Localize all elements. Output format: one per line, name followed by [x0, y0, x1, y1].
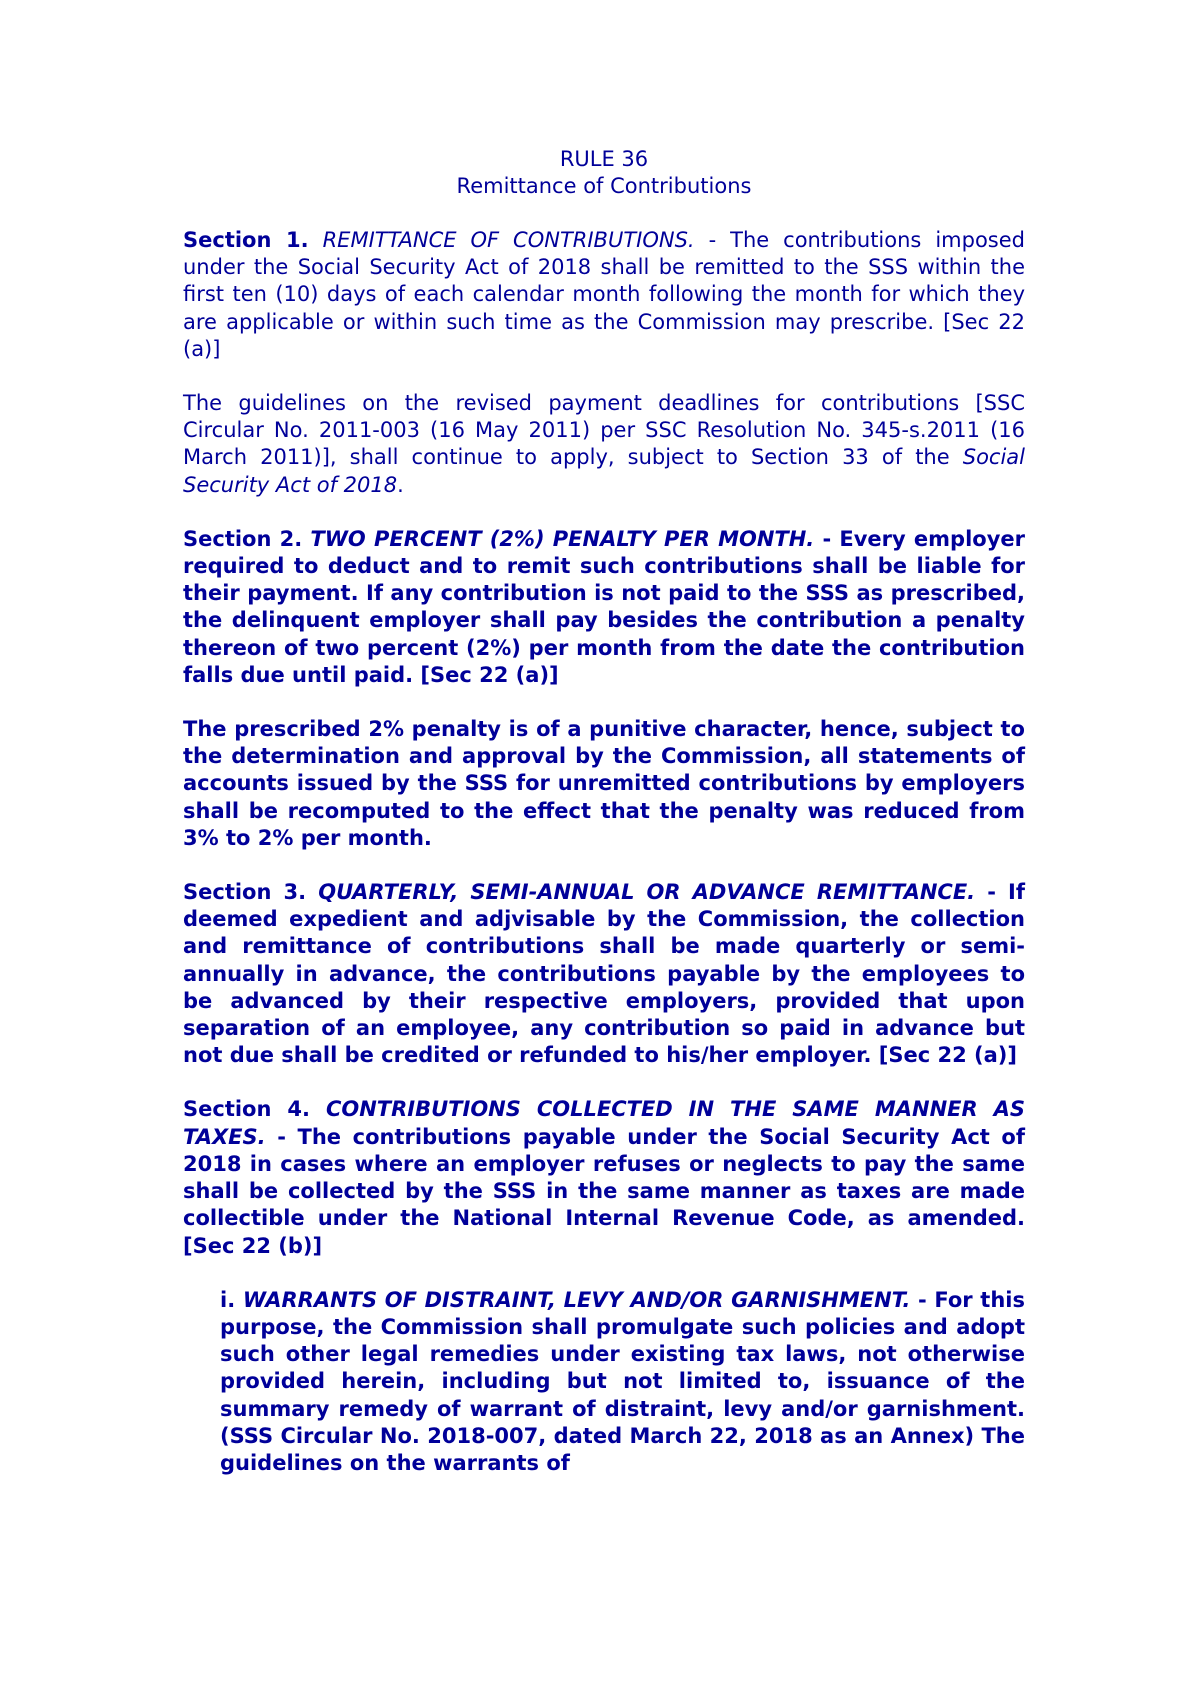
section-2-penalty-note: The prescribed 2% penalty is of a punitive character, hence, subject to the determination and approval by the Commission, all statements of accounts issued by the SSS for unremitted contributions by employers shall be recomputed to the effect that the penalty was reduced from 3% to 2% per month. — [183, 717, 1025, 850]
section-label: Section 1. — [183, 228, 309, 252]
section-1-guidelines — [183, 390, 1025, 499]
rule-subtitle: Remittance of Contributions — [456, 174, 752, 198]
section-body: - The contributions payable under the Social Security Act of 2018 in cases where an employer refuses or neglects to pay the same shall be collected by the SSS in the same manner as taxes are made collectible under the National Internal Revenue Code, as amended. [Sec 22 (b)] — [183, 1124, 1025, 1258]
subsection-body: - For this purpose, the Commission shall promulgate such policies and adopt such other legal remedies under existing tax laws, not otherwise provided herein, including but not limited to, issuance of the summary remedy of warrant of distraint, levy and/or garnishment. (SSS Circular No. 2018-007, dated March 22, 2018 as an Annex) The guidelines on the warrants of — [220, 1287, 1025, 1475]
subsection-heading: WARRANTS OF DISTRAINT, LEVY AND/OR GARNISHMENT. — [242, 1287, 911, 1312]
section-heading: CONTRIBUTIONS COLLECTED IN THE SAME MANNER AS TAXES. — [183, 1097, 1025, 1149]
section-label: Section 4. — [183, 1097, 310, 1122]
section-1 — [183, 227, 1025, 363]
section-body: - If deemed expedient and adjvisable by the Commission, the collection and remittance of contributions shall be made quarterly or semi-annually in advance, the contributions payable by the employees to be advanced by their respective employers, provided that upon separation of an employee, any contribution so paid in advance but not due shall be credited or refunded to his/her employer. [Sec 22 (a)] — [183, 880, 1025, 1068]
section-label: Section 3. — [183, 880, 307, 905]
section-heading: QUARTERLY, SEMI-ANNUAL OR ADVANCE REMITTANCE. — [318, 880, 976, 905]
section-body: - The contributions imposed under the Social Security Act of 2018 shall be remitted to the SSS within the first ten (10) days of each calendar month following the month for which they are applicable or within such time as the Commission may prescribe. [Sec 22 (a)] — [183, 228, 1025, 361]
section-heading: REMITTANCE OF CONTRIBUTIONS. — [322, 228, 695, 252]
section-label: Section 2. — [183, 526, 303, 551]
section-body: - Every employer required to deduct and to remit such contributions shall be liable for their payment. If any contribution is not paid to the SSS as prescribed, the delinquent employer shall pay besides the contribution a penalty thereon of two percent (2%) per month from the date the contribution falls due until paid. [Sec 22 (a)] — [183, 526, 1025, 687]
document-page — [183, 146, 1025, 1504]
paragraph-end: . — [397, 472, 404, 497]
section-3 — [183, 879, 1025, 1069]
subsection-i — [220, 1287, 1025, 1477]
section-heading: TWO PERCENT (2%) PENALTY PER MONTH. — [310, 526, 815, 551]
rule-title: RULE 36 — [559, 147, 649, 171]
section-4 — [183, 1096, 1025, 1259]
section-2 — [183, 526, 1025, 689]
paragraph-text: The guidelines on the revised payment deadlines for contributions [SSC Circular No. 2011-003 (16 May 2011) per SSC Resolution No. 345-s.2011 (16 March 2011)], shall continue to apply, subject to Section 33 of the — [183, 391, 1025, 470]
subsection-label: i. — [220, 1287, 236, 1312]
act-title: Social Security Act of 2018 — [183, 445, 1025, 497]
